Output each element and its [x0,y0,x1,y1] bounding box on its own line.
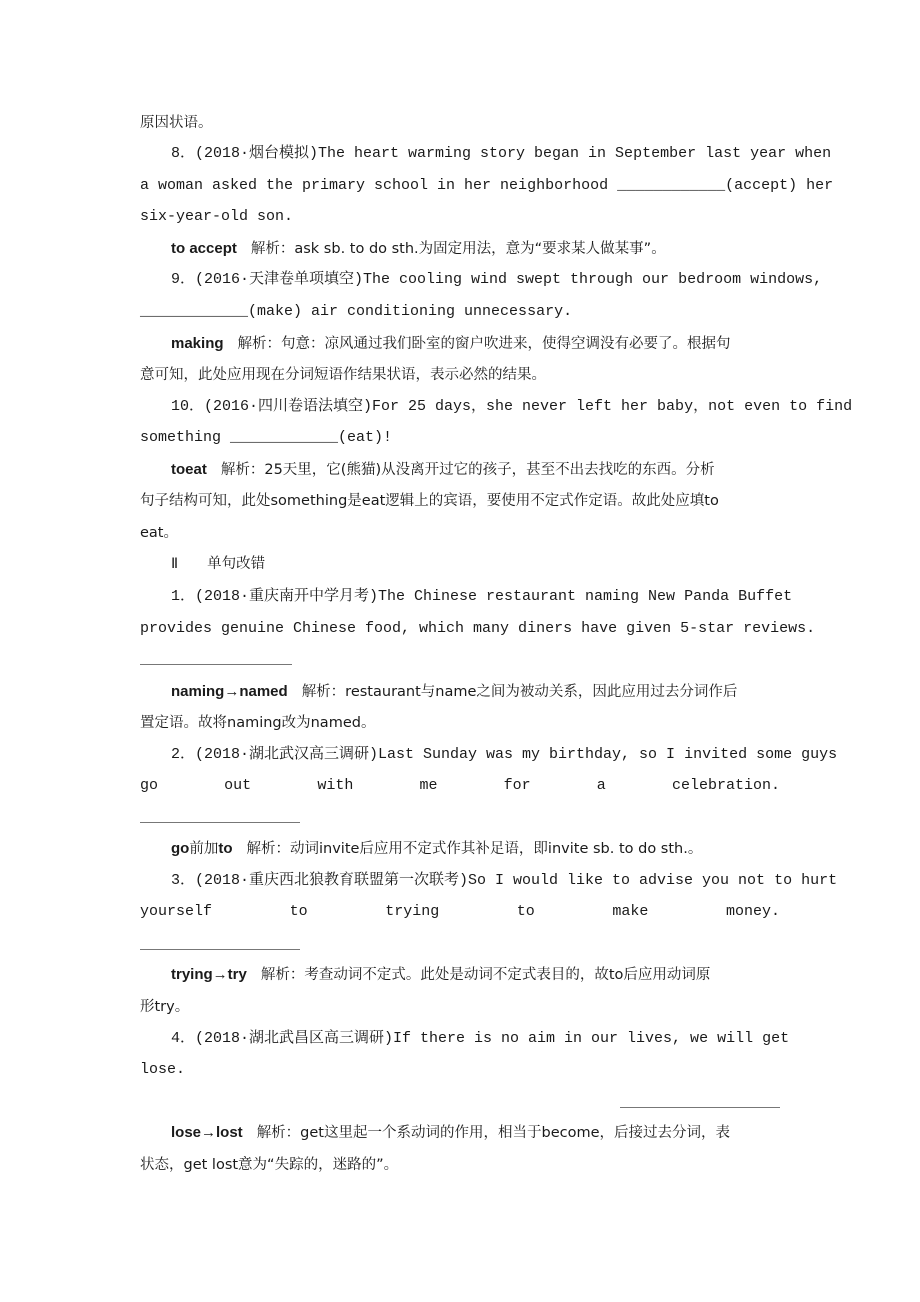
word: to [516,903,535,920]
answer-text: toeat [171,461,207,478]
word: money. [725,903,780,920]
word: me [419,777,438,794]
error-answer-4 [171,1122,730,1145]
error-question-2-line2 [140,775,780,797]
error-question-4: 4．(2018·湖北武昌区高三调研)If there is no aim in our lives, we will get [171,1030,790,1047]
explanation-line: 状态，get lost意为“失踪的，迷路的”。 [140,1157,399,1173]
question-8: 8．(2018·烟台模拟)The heart warming story began in September last year when [171,145,832,162]
answer-blank [140,822,300,823]
explanation-line: eat。 [140,525,178,541]
question-9-line2: ____________(make) air conditioning unnecessary. [140,303,573,320]
word: go [140,777,159,794]
answer-8 [171,238,666,261]
answer-text: go [171,840,190,857]
word: with [317,777,354,794]
word: make [612,903,649,920]
error-question-1: 1．(2018·重庆南开中学月考)The Chinese restaurant naming New Panda Buffet [171,588,793,605]
word: for [503,777,531,794]
explanation-text: 解析：restaurant与name之间为被动关系，因此应用过去分词作后 [301,684,738,700]
error-question-2: 2．(2018·湖北武汉高三调研)Last Sunday was my birthday, so I invited some guys [171,746,838,763]
explanation-line: 置定语。故将naming改为named。 [140,715,376,731]
word: celebration. [671,777,780,794]
section-heading: Ⅱ 单句改错 [171,556,266,572]
error-answer-1 [171,681,737,704]
question-10: 10．(2016·四川卷语法填空)For 25 days，she never left her baby，not even to find [171,398,853,415]
error-question-1-line2: provides genuine Chinese food, which many diners have given 5-star reviews. [140,620,816,637]
answer-text: to [218,840,233,857]
answer-10 [171,459,715,482]
answer-text: trying→try [171,966,247,983]
question-9: 9．(2016·天津卷单项填空)The cooling wind swept through our bedroom windows, [171,271,823,288]
answer-blank [140,664,292,665]
explanation-line: 句子结构可知，此处something是eat逻辑上的宾语，要使用不定式作定语。故此处应填to [140,493,719,509]
error-question-4-line2: lose. [140,1061,186,1078]
error-answer-3 [171,964,710,987]
question-8-line2: a woman asked the primary school in her neighborhood ____________(accept) her [140,177,834,194]
error-answer-2 [171,838,702,861]
explanation-line: 意可知，此处应用现在分词短语作结果状语，表示必然的结果。 [140,367,546,383]
answer-text-middle: 前加 [189,841,219,857]
question-10-line2: something ____________(eat)! [140,429,393,446]
word: a [596,777,606,794]
question-8-line3: six-year-old son. [140,208,294,225]
text-line: 原因状语。 [140,115,213,131]
answer-9 [171,333,731,356]
answer-text: naming→named [171,683,288,700]
word: trying [385,903,440,920]
error-question-3-line2 [140,901,780,923]
answer-blank [620,1107,780,1108]
explanation-line: 形try。 [140,999,190,1015]
answer-blank [140,949,300,950]
explanation-text: 解析：25天里，它(熊猫)从没离开过它的孩子，甚至不出去找吃的东西。分析 [220,462,715,478]
answer-text: making [171,335,224,352]
explanation-text: 解析：ask sb. to do sth.为固定用法，意为“要求某人做某事”。 [250,241,666,257]
word: to [289,903,308,920]
error-question-3: 3．(2018·重庆西北狼教育联盟第一次联考)So I would like to advise you not to hurt [171,872,838,889]
answer-text: to accept [171,240,237,257]
explanation-text: 解析：get这里起一个系动词的作用，相当于become，后接过去分词，表 [256,1125,731,1141]
answer-text: lose→lost [171,1124,243,1141]
explanation-text: 解析：动词invite后应用不定式作其补足语，即invite sb. to do sth.。 [246,841,703,857]
word: yourself [140,903,213,920]
word: out [224,777,252,794]
explanation-text: 解析：句意：凉风通过我们卧室的窗户吹进来，使得空调没有必要了。根据句 [237,336,731,352]
explanation-text: 解析：考查动词不定式。此处是动词不定式表目的，故to后应用动词原 [260,967,711,983]
